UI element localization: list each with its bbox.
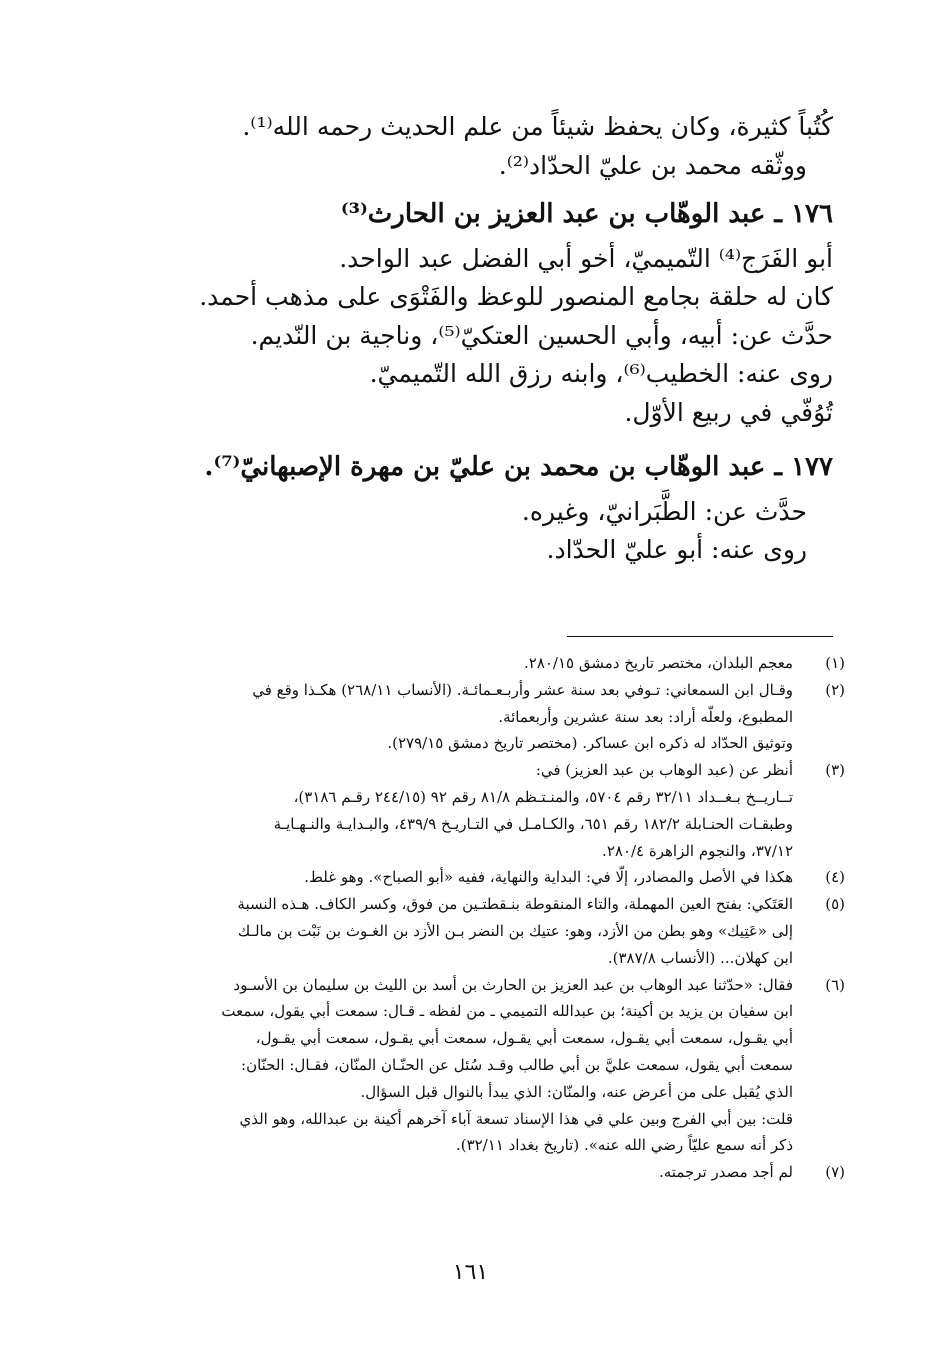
footnotes [97,650,845,1186]
footnote-number: (٦) [825,975,845,994]
entry-heading-177: ١٧٧ ـ عبد الوهّاب بن محمد بن عليّ بن مهرة الإصبهانيّ⁽⁷⁾. [204,452,833,482]
footnote-line: المطبوع، ولعلّه أراد: بعد سنة عشرين وأربعمائة. [498,707,793,726]
footnote-line: فقال: «حدّثنا عبد الوهاب بن عبد العزيز بن الحارث بن أسد بن الليث بن سليمان بن الأسـود [233,975,793,994]
text-line: كُتُباً كثيرة، وكان يحفظ شيئاً من علم الحديث رحمه الله⁽¹⁾. [242,112,833,141]
footnote-7 [97,1159,845,1186]
entry-heading-176: ١٧٦ ـ عبد الوهّاب بن عبد العزيز بن الحارث⁽³⁾ [340,199,833,229]
footnote-5 [97,891,845,971]
page-number: ١٦١ [452,1260,489,1285]
footnote-line: ابن كهلان... (الأنساب ٣٨٧/٨). [607,948,793,967]
footnote-line: لم أجد مصدر ترجمته. [658,1163,793,1182]
text-line: حدَّث عن: الطَّبَرانيّ، وغيره. [521,496,807,526]
footnote-line: وتوثيق الحدّاد له ذكره ابن عساكر. (مختصر تاريخ دمشق ٢٧٩/١٥). [387,734,793,753]
footnote-2 [97,677,845,757]
footnote-1 [97,650,845,677]
footnote-separator [567,636,833,637]
footnote-line: هكذا في الأصل والمصادر، إلّا في: البداية والنهاية، ففيه «أبو الصباح». وهو غلط. [304,868,793,887]
text-line: حدَّث عن: أبيه، وأبي الحسين العتكيّ⁽⁵⁾، وناجية بن النّديم. [250,320,833,350]
footnote-line: سمعت أبي يقول، سمعت عليَّ بن أبي طالب وقـد سُئل عن الحنّـان المنّان، فقـال: الحنّان: [241,1055,793,1074]
text-line: تُوُفّي في ربيع الأوّل. [624,397,833,427]
footnote-line: وقـال ابن السمعاني: تـوفي بعد سنة عشر وأربـعـمائـة. (الأنساب ٢٦٨/١١) هكـذا وقع في [252,680,793,699]
text-line: روى عنه: أبو عليّ الحدّاد. [546,535,807,564]
footnote-line: ٣٧/١٢، والنجوم الزاهرة ٢٨٠/٤. [602,841,793,860]
text-line: كان له حلقة بجامع المنصور للوعظ والفَتْوَى على مذهب أحمد. [199,282,833,311]
footnote-number: (٤) [825,868,845,887]
footnote-6 [97,972,845,1160]
footnote-number: (٧) [825,1163,845,1182]
text-line: روى عنه: الخطيب⁽⁶⁾، وابنه رزق الله التّميميّ. [369,359,833,388]
footnote-3 [97,757,845,864]
footnote-line: أبي يقـول، سمعت أبي يقـول، سمعت أبي يقـول، سمعت أبي يقـول، سمعت أبي يقـول، [255,1029,793,1048]
footnote-number: (٥) [825,895,845,914]
footnote-number: (١) [825,654,845,672]
footnote-line: معجم البلدان، مختصر تاريخ دمشق ٢٨٠/١٥. [523,654,793,672]
footnote-line: تــاريــخ بـغــداد ٣٢/١١ رقم ٥٧٠٤، والمنـتـظم ٨١/٨ رقم ٩٢ (٢٤٤/١٥ رقـم ٣١٨٦)، [293,787,793,806]
footnote-line: الذي يُقبل على من أعرض عنه، والمنّان: الذي يبدأ بالنوال قبل السؤال. [360,1082,793,1101]
footnote-line: العَتَكي: بفتح العين المهملة، والتاء المنقوطة بنـقطتـين من فوق، وكسر الكاف. هـذه النسبة [237,895,793,914]
footnote-4 [97,864,845,891]
footnote-line: إلى «عَتِيك» وهو بطن من الأزد، وهو: عتيك بن النضر بـن الأزد بن الغـوث بن نَبْت بن مالـك [237,921,793,940]
footnote-number: (٢) [825,680,845,699]
main-text [103,108,833,570]
footnote-number: (٣) [825,761,845,780]
footnote-line: وطبقـات الحنـابلة ١٨٢/٢ رقم ٦٥١، والكـامـل في التـاريـخ ٤٣٩/٩، والبـدايـة والنـهـايـة [273,814,793,833]
text-line: ووثّقه محمد بن عليّ الحدّاد⁽²⁾. [498,150,807,180]
footnote-line: ذكر أنه سمع عليّاً رضي الله عنه». (تاريخ بغداد ٣٢/١١). [455,1136,793,1155]
footnote-line: قلت: بين أبي الفرج وبين علي في هذا الإسناد تسعة آباء آخرهم أكينة بن عبدالله، وهو الذي [239,1109,793,1128]
text-line: أبو الفَرَج⁽⁴⁾ التّميميّ، أخو أبي الفضل عبد الواحد. [339,243,833,273]
footnote-line: ابن سفيان بن يزيد بن أكينة؛ بن عبدالله التميمي ـ من لفظه ـ قـال: سمعت أبي يقول، سمعت [221,1002,793,1021]
footnote-line: أنظر عن (عبد الوهاب بن عبد العزيز) في: [535,761,793,780]
